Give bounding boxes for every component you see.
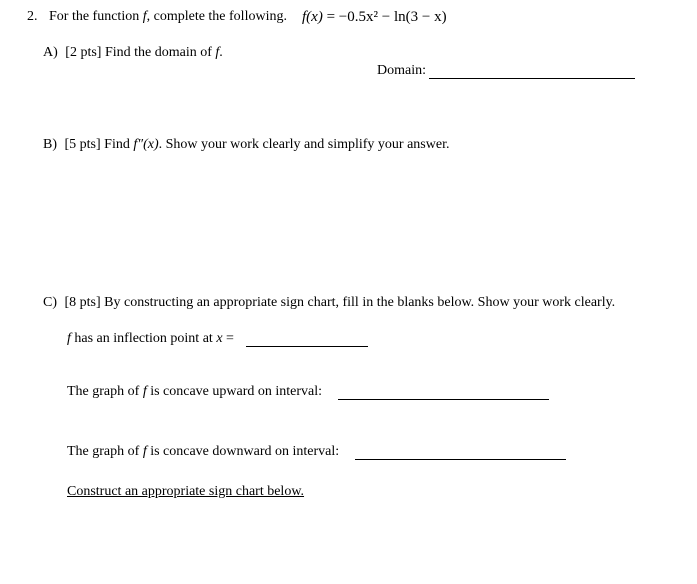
question-number: 2. [27,9,38,24]
concave-up-prompt: The graph of f is concave upward on interval: [67,384,323,399]
inflection-point-blank[interactable] [246,345,368,347]
concave-up-interval-blank[interactable] [338,398,549,400]
part-c-prompt: C) [8 pts] By constructing an appropriate sign chart, fill in the blanks below. Show your work clearly. [43,295,616,310]
part-b-prompt: B) [5 pts] Find f″(x). Show your work clearly and simplify your answer. [43,137,450,152]
concave-down-prompt: The graph of f is concave downward on interval: [67,444,340,459]
question-header [27,9,287,25]
sign-chart-instruction: Construct an appropriate sign chart below. [67,484,305,499]
function-formula: f(x) = −0.5x² − ln(3 − x) [302,9,447,25]
part-a-prompt: A) [2 pts] Find the domain of f. [43,45,223,60]
question-intro: For the function f, complete the following. [49,9,287,24]
domain-answer-blank[interactable] [429,77,635,79]
concave-down-interval-blank[interactable] [355,458,566,460]
domain-label: Domain: [377,63,426,78]
inflection-point-prompt: f has an inflection point at x = [67,331,234,346]
